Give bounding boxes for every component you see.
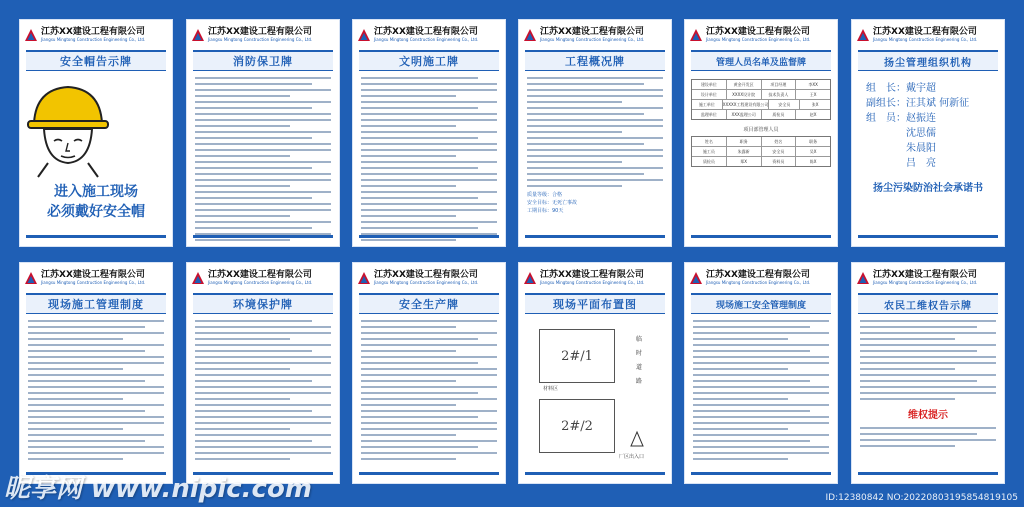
board-text-block bbox=[361, 77, 497, 241]
board-fire-security bbox=[186, 19, 340, 247]
table-row: 施工员 朱露新 安全员 吴X bbox=[692, 147, 830, 157]
board-site-safety-rules bbox=[684, 262, 838, 484]
board-title: 农民工维权告示牌 bbox=[858, 293, 998, 314]
board-migrant-worker-rights bbox=[851, 262, 1005, 484]
company-name: 江苏XX建设工程有限公司 bbox=[540, 269, 644, 280]
company-logo-icon bbox=[689, 28, 703, 42]
company-logo-icon bbox=[523, 28, 537, 42]
company-name: 江苏XX建设工程有限公司 bbox=[208, 269, 312, 280]
company-name: 江苏XX建设工程有限公司 bbox=[41, 269, 145, 280]
board-header bbox=[852, 20, 1004, 46]
board-header bbox=[685, 263, 837, 289]
list-item: 朱晨阳 bbox=[906, 143, 936, 154]
board-header bbox=[519, 263, 671, 289]
company-logo-icon bbox=[357, 271, 371, 285]
staff-table bbox=[691, 136, 831, 167]
board-civilized-construction bbox=[352, 19, 506, 247]
board-title: 文明施工牌 bbox=[359, 50, 499, 71]
board-management-staff bbox=[684, 19, 838, 247]
board-header bbox=[353, 263, 505, 289]
board-footer-bar bbox=[691, 235, 831, 238]
company-name-en: Jiangsu Mingtong Construction Engineering Co., Ltd. bbox=[706, 36, 811, 42]
field-safety: 安全目标：无死亡事故 bbox=[527, 200, 578, 206]
project-fields bbox=[527, 191, 663, 215]
company-name-en: Jiangsu Mingtong Construction Engineering Co., Ltd. bbox=[374, 36, 479, 42]
board-footer-bar bbox=[193, 235, 333, 238]
board-header bbox=[187, 263, 339, 289]
board-footer-bar bbox=[691, 472, 831, 475]
board-footer-bar bbox=[26, 235, 166, 238]
company-name-en: Jiangsu Mingtong Construction Engineering Co., Ltd. bbox=[540, 279, 645, 285]
board-title: 扬尘管理组织机构 bbox=[858, 50, 998, 71]
company-name: 江苏XX建设工程有限公司 bbox=[374, 26, 478, 37]
safety-slogan-line-2: 必须戴好安全帽 bbox=[47, 204, 145, 220]
board-footer-bar bbox=[359, 235, 499, 238]
board-text-block bbox=[195, 320, 331, 460]
list-item: 组 员：赵振连 bbox=[866, 113, 936, 124]
company-logo-icon bbox=[191, 28, 205, 42]
company-name-en: Jiangsu Mingtong Construction Engineering Co., Ltd. bbox=[540, 36, 645, 42]
board-site-management-rules bbox=[19, 262, 173, 484]
table-header: 姓名 职务 姓名 职务 bbox=[692, 137, 830, 147]
board-text-block bbox=[860, 320, 996, 400]
board-safety-production bbox=[352, 262, 506, 484]
company-logo-icon bbox=[523, 271, 537, 285]
company-name-en: Jiangsu Mingtong Construction Engineering Co., Ltd. bbox=[873, 279, 978, 285]
board-title: 管理人员名单及监督牌 bbox=[691, 50, 831, 71]
company-logo-icon bbox=[856, 271, 870, 285]
board-project-overview bbox=[518, 19, 672, 247]
board-text-block bbox=[28, 320, 164, 460]
company-logo-icon bbox=[191, 271, 205, 285]
company-name-en: Jiangsu Mingtong Construction Engineering Co., Ltd. bbox=[41, 36, 146, 42]
company-name: 江苏XX建设工程有限公司 bbox=[208, 26, 312, 37]
org-member-list bbox=[866, 81, 1004, 171]
board-header bbox=[187, 20, 339, 46]
field-schedule: 工期目标：90天 bbox=[527, 208, 564, 214]
company-name-en: Jiangsu Mingtong Construction Engineering Co., Ltd. bbox=[208, 279, 313, 285]
table-row: 监理单位 XXX监理公司 质检员 赵X bbox=[692, 110, 830, 119]
company-logo-icon bbox=[856, 28, 870, 42]
board-title: 现场施工管理制度 bbox=[26, 293, 166, 314]
board-safety-helmet bbox=[19, 19, 173, 247]
north-arrow-icon bbox=[629, 431, 645, 447]
board-title: 环境保护牌 bbox=[193, 293, 333, 314]
board-text-block bbox=[527, 77, 663, 187]
staff-subtitle: 项目部管理人员 bbox=[743, 127, 779, 133]
list-item: 组 长：戴宇超 bbox=[866, 83, 936, 94]
board-header bbox=[519, 20, 671, 46]
company-name-en: Jiangsu Mingtong Construction Engineering Co., Ltd. bbox=[374, 279, 479, 285]
company-name: 江苏XX建设工程有限公司 bbox=[540, 26, 644, 37]
company-name-en: Jiangsu Mingtong Construction Engineering Co., Ltd. bbox=[706, 279, 811, 285]
company-logo-icon bbox=[24, 271, 38, 285]
board-header bbox=[685, 20, 837, 46]
worker-helmet-icon bbox=[20, 77, 116, 177]
board-header bbox=[20, 20, 172, 46]
board-text-block bbox=[361, 320, 497, 460]
board-text-block bbox=[693, 320, 829, 460]
board-footer-bar bbox=[858, 235, 998, 238]
board-title: 现场施工安全管理制度 bbox=[691, 293, 831, 314]
company-logo-icon bbox=[24, 28, 38, 42]
site-gate-label: 厂区出入口 bbox=[619, 454, 645, 460]
board-text-block bbox=[860, 427, 996, 447]
board-header bbox=[852, 263, 1004, 289]
material-area-label: 材料区 bbox=[543, 386, 559, 392]
table-row: 质检员 郑X 资料员 陈X bbox=[692, 157, 830, 166]
board-title: 安全帽告示牌 bbox=[26, 50, 166, 71]
board-title: 消防保卫牌 bbox=[193, 50, 333, 71]
list-item: 副组长：汪其斌 何新征 bbox=[866, 98, 970, 109]
board-title: 现场平面布置图 bbox=[525, 293, 665, 314]
board-footer-bar bbox=[359, 472, 499, 475]
company-name: 江苏XX建设工程有限公司 bbox=[706, 269, 810, 280]
board-text-block bbox=[195, 77, 331, 241]
table-row: 施工单位 XXXXX工程建设有限公司 安全员 张X bbox=[692, 100, 830, 110]
building-2-2: 2#/2 bbox=[539, 399, 615, 453]
watermark-id: ID:12380842 NO:20220803195854819105 bbox=[825, 493, 1018, 503]
company-name: 江苏XX建设工程有限公司 bbox=[873, 26, 977, 37]
board-footer-bar bbox=[525, 472, 665, 475]
table-row: 设计单位 XXXX设计院 技术负责人 王X bbox=[692, 90, 830, 100]
board-footer-bar bbox=[858, 472, 998, 475]
building-2-1: 2#/1 bbox=[539, 329, 615, 383]
list-item: 沈思儒 bbox=[906, 128, 936, 139]
rights-warning-heading: 维权提示 bbox=[908, 410, 948, 421]
board-header bbox=[20, 263, 172, 289]
watermark-brand: 昵享网 www.nipic.com bbox=[4, 474, 312, 504]
list-item: 吕 亮 bbox=[906, 158, 936, 169]
company-name-en: Jiangsu Mingtong Construction Engineering Co., Ltd. bbox=[873, 36, 978, 42]
company-name: 江苏XX建设工程有限公司 bbox=[706, 26, 810, 37]
board-site-layout-plan bbox=[518, 262, 672, 484]
company-logo-icon bbox=[357, 28, 371, 42]
company-name: 江苏XX建设工程有限公司 bbox=[873, 269, 977, 280]
management-table bbox=[691, 79, 831, 120]
board-footer-bar bbox=[525, 235, 665, 238]
commitment-subtitle: 扬尘污染防治社会承诺书 bbox=[873, 183, 983, 194]
board-title: 安全生产牌 bbox=[359, 293, 499, 314]
temporary-road-label: 临时道路 bbox=[635, 336, 642, 385]
company-name-en: Jiangsu Mingtong Construction Engineering Co., Ltd. bbox=[41, 279, 146, 285]
company-name-en: Jiangsu Mingtong Construction Engineering Co., Ltd. bbox=[208, 36, 313, 42]
company-logo-icon bbox=[689, 271, 703, 285]
board-environment-protection bbox=[186, 262, 340, 484]
board-title: 工程概况牌 bbox=[525, 50, 665, 71]
table-row: 建设单位 黄金开发区 项目经理 李XX bbox=[692, 80, 830, 90]
field-quality: 质量等级：合格 bbox=[527, 192, 563, 198]
board-header bbox=[353, 20, 505, 46]
safety-slogan-line-1: 进入施工现场 bbox=[54, 184, 138, 200]
company-name: 江苏XX建设工程有限公司 bbox=[41, 26, 145, 37]
board-dust-organization bbox=[851, 19, 1005, 247]
company-name: 江苏XX建设工程有限公司 bbox=[374, 269, 478, 280]
